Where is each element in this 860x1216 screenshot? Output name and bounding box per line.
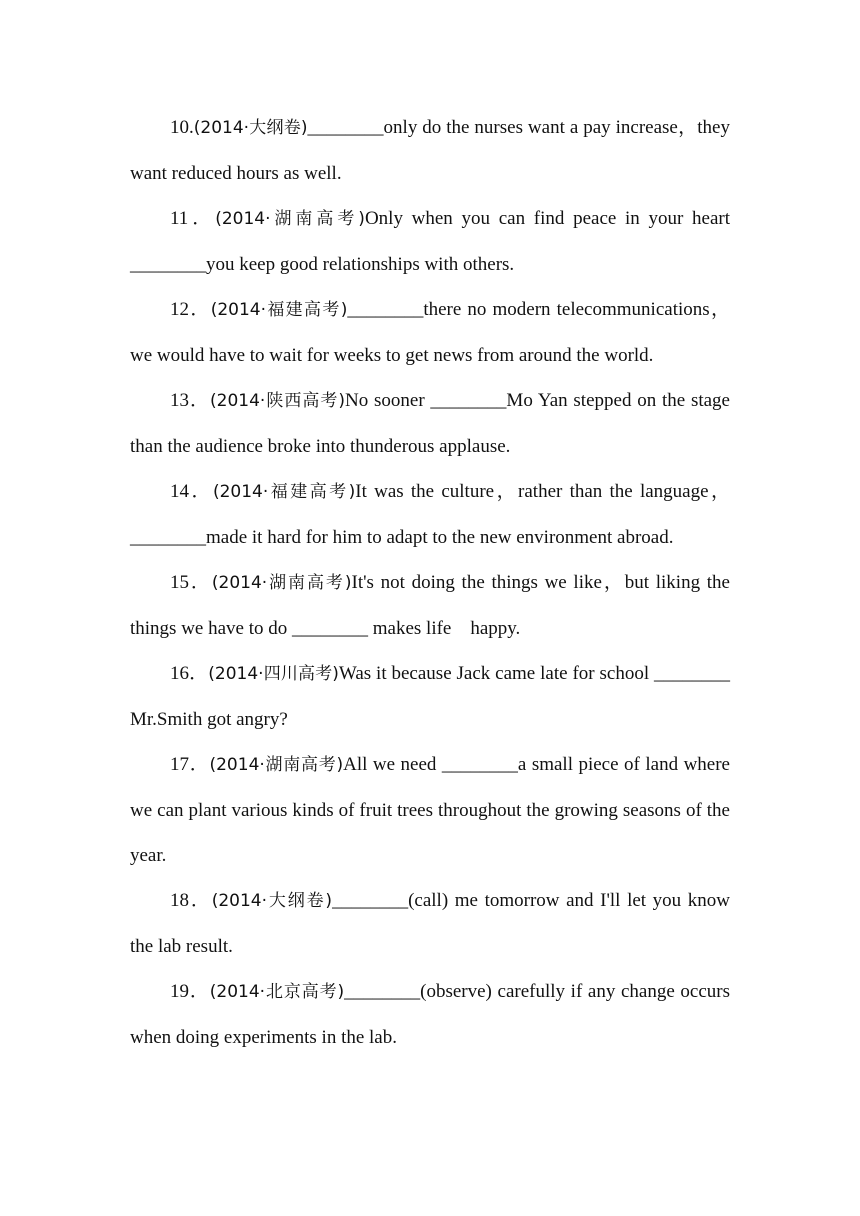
question-text: ________(observe) carefully if any change occurs when doing experiments in the lab. <box>130 981 730 1048</box>
question-11 <box>130 196 730 287</box>
question-number: 10. <box>170 117 194 138</box>
question-12 <box>130 287 730 378</box>
question-text: It was the culture，rather than the language，________made it hard for him to adapt to the new environment abroad. <box>130 481 731 548</box>
question-source: (2014·四川高考) <box>208 664 339 684</box>
question-text: Only when you can find peace in your heart ________you keep good relationships with others. <box>130 208 731 275</box>
question-13 <box>130 378 730 469</box>
question-19 <box>130 969 730 1060</box>
question-source: (2014·福建高考) <box>212 482 356 502</box>
question-number: 17． <box>170 754 210 775</box>
question-number: 11． <box>170 208 216 229</box>
question-source: (2014·陕西高考) <box>210 391 346 411</box>
question-source: (2014·福建高考) <box>210 300 348 320</box>
question-source: (2014·北京高考) <box>209 982 345 1002</box>
question-number: 15． <box>170 572 212 593</box>
question-number: 19． <box>170 981 210 1002</box>
question-text: No sooner ________Mo Yan stepped on the stage than the audience broke into thunderous applause. <box>130 390 730 457</box>
question-16 <box>130 651 730 742</box>
question-text: ________there no modern telecommunications，we would have to wait for weeks to get news from around the world. <box>130 299 730 366</box>
question-text: ________(call) me tomorrow and I'll let you know the lab result. <box>130 890 730 957</box>
question-source: (2014·湖南高考) <box>209 755 344 775</box>
question-number: 13． <box>170 390 211 411</box>
question-14 <box>130 469 730 560</box>
question-source: (2014·湖南高考) <box>211 573 352 593</box>
question-source: (2014·大纲卷) <box>193 118 308 138</box>
question-number: 18． <box>170 890 212 911</box>
question-text: It's not doing the things we like，but liking the things we have to do ________ makes life happy. <box>130 572 730 639</box>
question-number: 12． <box>170 299 211 320</box>
question-number: 16． <box>170 663 209 684</box>
question-10 <box>130 105 730 196</box>
question-text: Was it because Jack came late for school ________ Mr.Smith got angry? <box>130 663 730 730</box>
question-15 <box>130 560 730 651</box>
question-list <box>130 105 730 1060</box>
question-18 <box>130 878 730 969</box>
question-17 <box>130 742 730 878</box>
question-source: (2014·大纲卷) <box>211 891 333 911</box>
question-source: (2014·湖南高考) <box>215 209 365 229</box>
question-text: All we need ________a small piece of land where we can plant various kinds of fruit trees throughout the growing seasons of the year. <box>130 754 730 866</box>
question-text: ________only do the nurses want a pay increase，they want reduced hours as well. <box>130 117 730 184</box>
question-number: 14． <box>170 481 213 502</box>
